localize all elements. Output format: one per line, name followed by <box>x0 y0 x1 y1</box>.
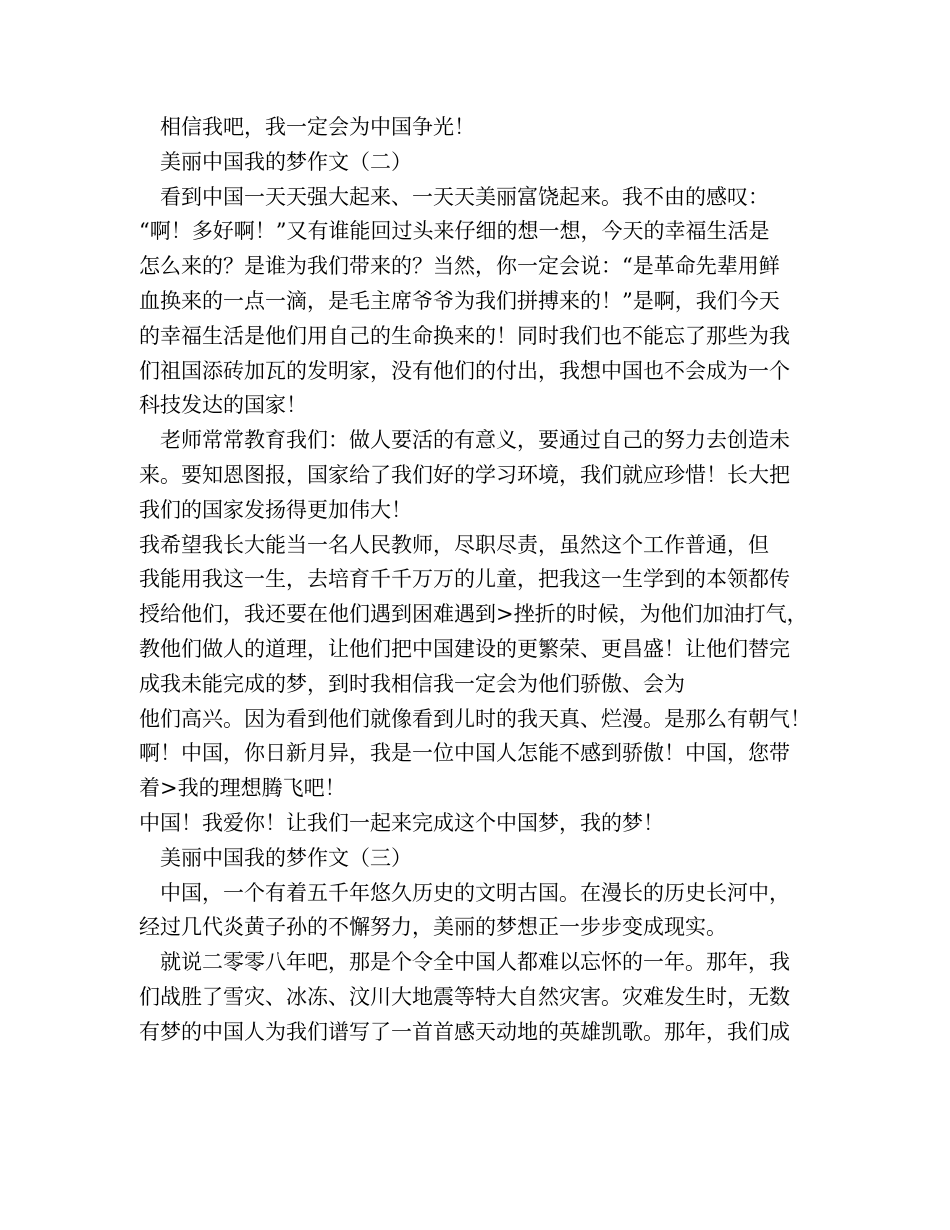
text-line: 啊！中国，你日新月异，我是一位中国人怎能不感到骄傲！中国，您带 <box>139 741 790 766</box>
text-line: “啊！多好啊！”又有谁能回过头来仔细的想一想，今天的幸福生活是 <box>139 219 770 244</box>
text-line: 有梦的中国人为我们谱写了一首首感天动地的英雄凯歌。那年，我们成 <box>139 1019 790 1044</box>
text-line: 经过几代炎黄子孙的不懈努力，美丽的梦想正一步步变成现实。 <box>139 915 727 940</box>
text-line: 老师常常教育我们：做人要活的有意义，要通过自己的努力去创造未 <box>139 428 790 453</box>
text-line: 血换来的一点一滴，是毛主席爷爷为我们拼搏来的！”是啊，我们今天 <box>139 288 780 313</box>
text-line: 着>我的理想腾飞吧！ <box>139 776 346 801</box>
text-line: 中国！我爱你！让我们一起来完成这个中国梦，我的梦！ <box>139 810 664 835</box>
text-line: 科技发达的国家！ <box>139 393 307 418</box>
text-line: 我能用我这一生，去培育千千万万的儿童，把我这一生学到的本领都传 <box>139 567 790 592</box>
text-line: 我希望我长大能当一名人民教师，尽职尽责，虽然这个工作普通，但 <box>139 532 769 557</box>
text-line: 教他们做人的道理，让他们把中国建设的更繁荣、更昌盛！让他们替完 <box>139 636 790 661</box>
text-line: 授给他们，我还要在他们遇到困难遇到>挫折的时候，为他们加油打气， <box>139 602 808 627</box>
text-line: 中国，一个有着五千年悠久历史的文明古国。在漫长的历史长河中， <box>139 880 790 905</box>
text-line: 们祖国添砖加瓦的发明家，没有他们的付出，我想中国也不会成为一个 <box>139 358 790 383</box>
text-line: 就说二零零八年吧，那是个令全中国人都难以忘怀的一年。那年，我 <box>139 950 790 975</box>
text-line: 我们的国家发扬得更加伟大！ <box>139 497 412 522</box>
section-heading: 美丽中国我的梦作文（二） <box>139 149 412 174</box>
text-line: 来。要知恩图报，国家给了我们好的学习环境，我们就应珍惜！长大把 <box>139 462 790 487</box>
essay-text <box>139 110 829 1050</box>
text-line: 相信我吧，我一定会为中国争光！ <box>139 115 475 139</box>
text-line: 怎么来的？是谁为我们带来的？当然，你一定会说：“是革命先辈用鲜 <box>139 254 780 279</box>
text-line: 们战胜了雪灾、冰冻、汶川大地震等特大自然灾害。灾难发生时，无数 <box>139 984 790 1009</box>
text-line: 的幸福生活是他们用自己的生命换来的！同时我们也不能忘了那些为我 <box>139 323 790 348</box>
text-line: 成我未能完成的梦，到时我相信我一定会为他们骄傲、会为 <box>139 671 685 696</box>
text-line: 看到中国一天天强大起来、一天天美丽富饶起来。我不由的感叹： <box>139 184 769 209</box>
text-line: 他们高兴。因为看到他们就像看到儿时的我天真、烂漫。是那么有朝气！ <box>139 706 811 731</box>
section-heading: 美丽中国我的梦作文（三） <box>139 845 412 870</box>
